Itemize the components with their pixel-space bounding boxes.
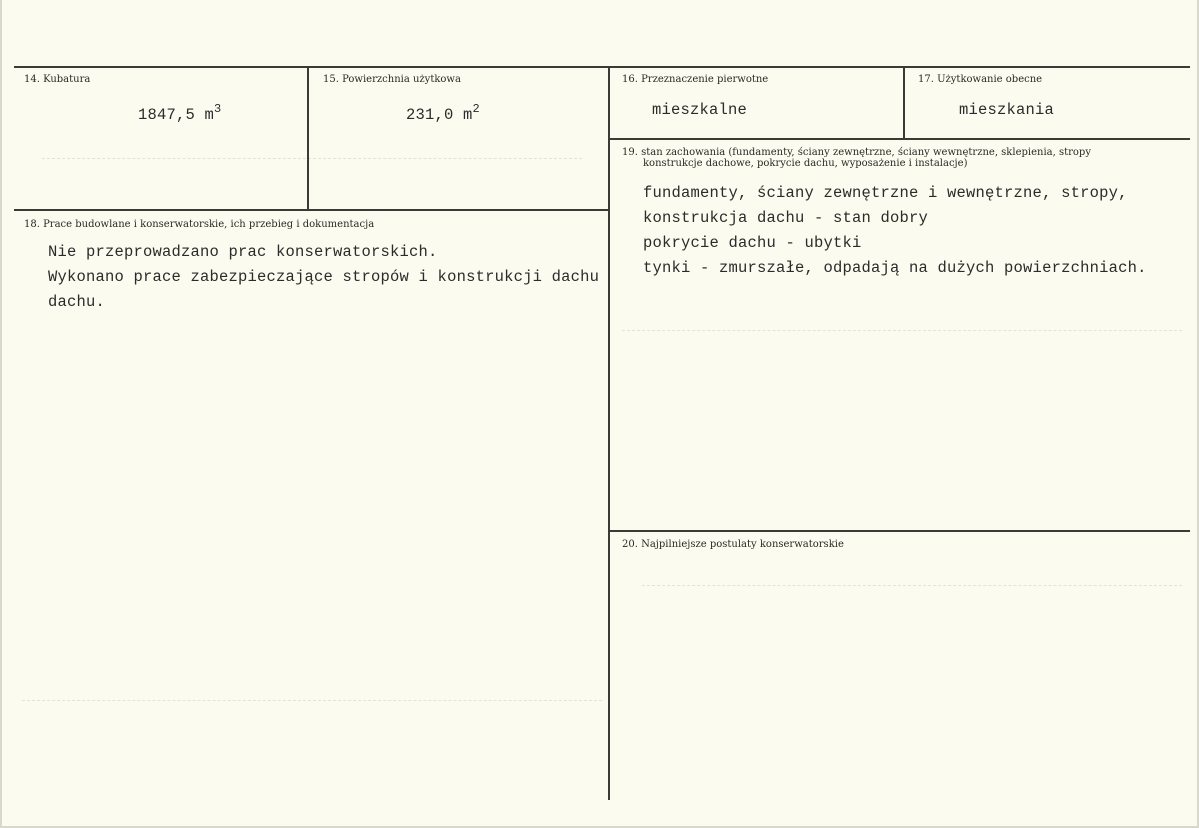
stan-label-line2: konstrukcje dachowe, pokrycie dachu, wyposażenie i instalacje) — [643, 158, 968, 169]
uzytkowanie-value: mieszkania — [959, 101, 1055, 119]
powierzchnia-label: 15. Powierzchnia użytkowa — [323, 74, 461, 85]
prace-text — [48, 240, 599, 315]
prace-line: Nie przeprowadzano prac konserwatorskich. — [48, 243, 438, 261]
przeznaczenie-value: mieszkalne — [652, 101, 748, 119]
stan-line: fundamenty, ściany zewnętrzne i wewnętrzne, stropy, — [643, 184, 1128, 202]
stan-text — [643, 181, 1147, 281]
przeznaczenie-label: 16. Przeznaczenie pierwotne — [622, 74, 769, 85]
divider-16-17 — [903, 66, 905, 138]
divider-14-15 — [307, 66, 309, 210]
prace-label: 18. Prace budowlane i konserwatorskie, ich przebieg i dokumentacja — [24, 219, 375, 230]
section-18-top-line — [14, 209, 608, 211]
uzytkowanie-label: 17. Użytkowanie obecne — [918, 74, 1043, 85]
ghost-line — [22, 700, 602, 701]
section-19-top-line — [610, 138, 1190, 140]
powierzchnia-value: 231,0 $m^2$ — [406, 102, 480, 124]
stan-line: tynki - zmurszałe, odpadają na dużych powierzchniach. — [643, 259, 1147, 277]
section-20-top-line — [610, 530, 1190, 532]
top-border-line — [14, 66, 1190, 68]
ghost-line — [642, 585, 1182, 586]
ghost-line — [42, 158, 582, 159]
postulaty-label: 20. Najpilniejsze postulaty konserwatorskie — [622, 539, 844, 550]
ghost-line — [622, 330, 1182, 331]
stan-line: konstrukcja dachu - stan dobry — [643, 209, 929, 227]
kubatura-label: 14. Kubatura — [24, 74, 91, 85]
center-divider — [608, 66, 610, 800]
kubatura-value: 1847,5 $m^3$ — [138, 102, 222, 124]
prace-line: dachu. — [48, 293, 106, 311]
stan-line: pokrycie dachu - ubytki — [643, 234, 862, 252]
stan-label-line1: 19. stan zachowania (fundamenty, ściany zewnętrzne, ściany wewnętrzne, sklepienia, stropy — [622, 147, 1091, 158]
prace-line: Wykonano prace zabezpieczające stropów i konstrukcji dachu — [48, 268, 600, 286]
